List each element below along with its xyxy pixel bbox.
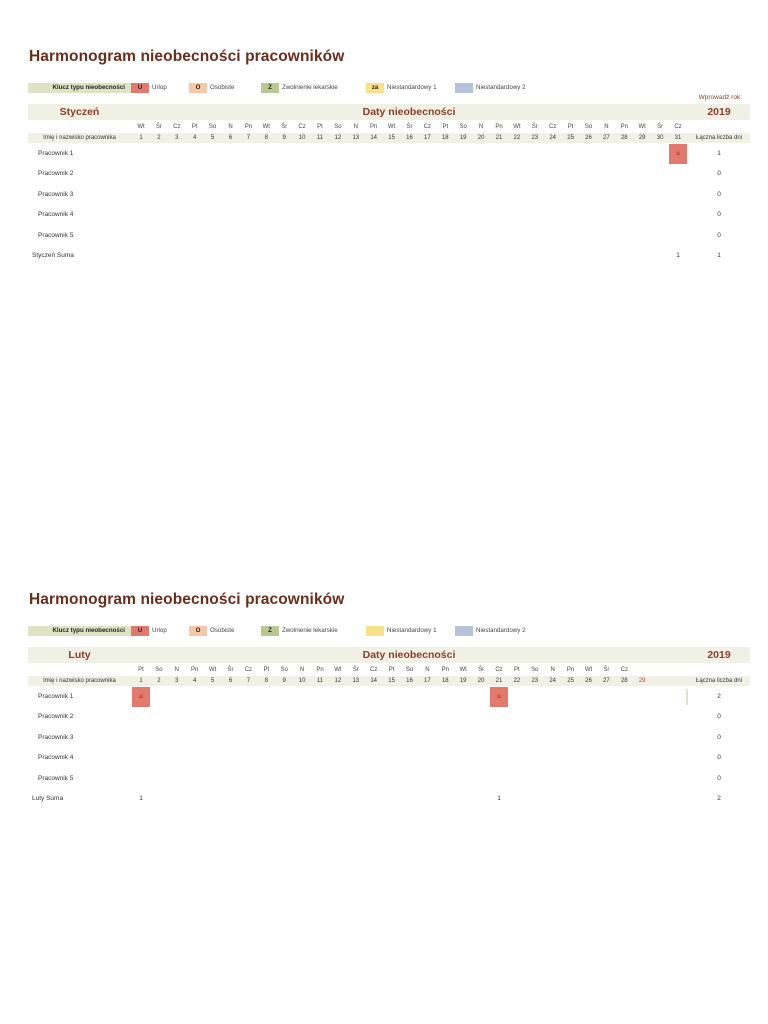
day-number: 17 [424,678,431,684]
weekday-label: N [174,667,179,673]
weekday-label: So [584,124,593,130]
day-number: 7 [246,678,251,684]
summary-label: Styczeń Suma [32,252,74,259]
weekday-label: N [353,124,358,130]
employee-name: Pracownik 5 [38,775,74,782]
weekday-label: Wt [334,667,342,673]
employee-total: 2 [717,693,721,700]
day-number: 26 [585,135,592,141]
legend-key-label: Klucz typu nieobecności [28,83,131,93]
day-number: 9 [282,135,286,141]
employee-name: Pracownik 1 [38,693,74,700]
day-number: 3 [175,678,179,684]
month-name: Luty [68,649,91,661]
legend-code-niestandardowy-2 [455,626,473,636]
weekday-label: Śr [657,124,664,130]
weekday-label: N [550,667,555,673]
page-title: Harmonogram nieobecności pracowników [29,48,345,65]
day-number: 29 [638,678,646,684]
summary-total: 1 [717,252,721,259]
weekday-label: Pt [567,124,574,130]
day-number: 14 [370,678,378,684]
summary-day-value: 1 [497,795,501,802]
legend-label-osobiste: Osobiste [207,626,261,636]
employee-name: Pracownik 2 [38,713,74,720]
page-title: Harmonogram nieobecności pracowników [29,591,345,608]
legend-code-osobiste: O [189,626,207,636]
absence-cell[interactable]: u [490,687,508,707]
column-header-row [28,676,750,686]
day-number: 11 [316,135,324,141]
day-number: 27 [603,678,610,684]
day-number: 27 [603,135,610,141]
weekday-label: Pt [514,667,520,673]
weekday-label: So [459,124,467,130]
day-number: 10 [298,678,306,684]
day-number: 28 [620,678,628,684]
employee-name: Pracownik 2 [38,170,74,177]
summary-day-value: 1 [139,795,143,802]
day-number: 16 [406,678,413,684]
day-number: 13 [352,678,360,684]
month-summary-row [28,794,750,804]
day-number: 19 [459,135,467,141]
day-number: 31 [674,135,682,141]
day-number: 6 [228,678,233,684]
weekday-label: Pn [316,667,324,673]
day-number: 16 [406,135,413,141]
legend-code-urlop: U [131,83,149,93]
day-number: 6 [228,135,233,141]
employee-total: 0 [717,754,721,761]
day-number: 24 [549,135,557,141]
year-input[interactable]: 2019 [707,649,731,661]
employee-name: Pracownik 4 [38,754,74,761]
legend-label-niestandardowy-1: Niestandardowy 1 [384,626,455,636]
employee-total: 0 [717,734,721,741]
day-number: 22 [513,135,521,141]
employee-name: Pracownik 4 [38,211,74,218]
day-number: 23 [531,678,539,684]
weekday-label: N [228,124,233,130]
weekday-label: So [155,667,163,673]
employee-total: 0 [717,211,721,218]
weekday-label: Pn [620,124,628,130]
weekday-label: Wt [137,124,145,130]
weekday-label: N [478,124,484,130]
legend-label-osobiste: Osobiste [207,83,261,93]
day-number: 28 [620,135,628,141]
day-number: 20 [477,135,485,141]
day-number: 2 [157,135,161,141]
employee-total: 0 [717,713,721,720]
weekday-label: So [405,667,414,673]
employee-row[interactable] [28,687,750,707]
legend-label-niestandardowy-1: Niestandardowy 1 [384,83,455,93]
legend-code-zwolnienie: Z [261,626,279,636]
weekday-label: Cz [674,124,682,130]
weekday-label: Pt [388,667,395,673]
legend-code-zwolnienie: Z [261,83,279,93]
day-number: 5 [210,678,215,684]
weekday-label: Wt [459,667,467,673]
weekday-label: Cz [620,667,628,673]
weekday-label: Śr [603,667,610,673]
employee-name: Pracownik 3 [38,191,74,198]
dates-title: Daty nieobecności [362,106,456,118]
employee-total: 0 [717,170,721,177]
weekday-label: Cz [370,667,378,673]
weekday-label: Pn [370,124,378,130]
weekday-label: Wt [208,667,217,673]
legend-label-urlop: Urlop [149,626,189,636]
day-number: 21 [495,678,503,684]
weekday-label: Wt [262,124,270,130]
absence-legend [28,626,562,636]
weekday-label: Cz [298,124,306,130]
legend-code-urlop: U [131,626,149,636]
weekday-label: Pt [263,667,270,673]
day-number: 19 [459,678,467,684]
weekday-label: Śr [478,667,485,673]
total-column-header: Łączna liczba dni [695,678,743,684]
day-number: 8 [264,135,268,141]
legend-code-niestandardowy-1 [366,626,384,636]
total-column-header: Łączna liczba dni [695,135,743,141]
employee-total: 0 [717,232,721,239]
day-number: 1 [139,135,143,141]
weekday-label: Pn [495,124,503,130]
year-prompt-label: Wprowadź rok: [698,94,742,101]
weekday-label: Śr [281,124,288,130]
legend-label-zwolnienie: Zwolnienie lekarskie [279,83,366,93]
weekday-label: Cz [173,124,181,130]
weekday-label: Wt [638,124,646,130]
name-column-header: Imię i nazwisko pracownika [43,135,116,141]
legend-key-label: Klucz typu nieobecności [28,626,131,636]
employee-total: 0 [717,191,721,198]
weekday-label: Pt [138,667,144,673]
employee-row[interactable] [28,728,750,748]
summary-label: Luty Suma [32,795,64,802]
absence-cell[interactable]: u [669,144,687,164]
weekday-label: Pt [442,124,449,130]
dates-title: Daty nieobecności [362,649,456,661]
day-number: 24 [549,678,557,684]
day-number: 10 [298,135,306,141]
weekday-label: Wt [513,124,521,130]
absence-cell[interactable]: u [132,687,150,707]
weekday-label: Pt [191,124,198,130]
legend-label-zwolnienie: Zwolnienie lekarskie [279,626,366,636]
weekday-label: Pn [441,667,449,673]
weekday-label: So [531,667,539,673]
legend-label-urlop: Urlop [149,83,189,93]
weekday-label: So [334,124,342,130]
day-number: 18 [441,678,449,684]
weekday-label: Pn [244,124,253,130]
weekday-label: Wt [387,124,396,130]
employee-total: 0 [717,775,721,782]
day-number: 26 [585,678,592,684]
weekday-label: So [208,124,217,130]
day-number: 29 [638,135,646,141]
day-number: 15 [388,678,395,684]
weekday-label: N [604,124,609,130]
employee-row[interactable] [28,769,750,789]
weekday-label: Cz [244,667,253,673]
day-number: 18 [441,135,449,141]
summary-total: 2 [717,795,721,802]
day-number: 12 [334,135,342,141]
name-column-header: Imię i nazwisko pracownika [43,678,116,684]
employee-total: 1 [717,150,721,157]
weekday-label: N [299,667,305,673]
weekday-label: Śr [155,124,162,130]
employee-row[interactable] [28,707,750,727]
day-number: 25 [567,135,574,141]
day-number: 21 [495,135,503,141]
legend-code-niestandardowy-1: za [366,83,384,93]
weekday-label: Pn [566,667,575,673]
weekday-label: Pt [317,124,323,130]
weekday-label: Śr [352,667,359,673]
legend-code-osobiste: O [189,83,207,93]
day-number: 11 [316,678,324,684]
day-number: 4 [193,678,197,684]
day-number: 13 [352,135,360,141]
year-input[interactable]: 2019 [707,106,731,118]
day-number: 15 [388,135,395,141]
employee-name: Pracownik 1 [38,150,74,157]
weekday-label: Śr [531,124,538,130]
weekday-label: Cz [549,124,557,130]
weekday-label: N [425,667,430,673]
employee-name: Pracownik 5 [38,232,74,239]
weekday-label: Wt [584,667,593,673]
day-number: 3 [175,135,179,141]
day-number: 12 [334,678,342,684]
legend-label-niestandardowy-2: Niestandardowy 2 [473,626,545,636]
weekday-label: Cz [495,667,503,673]
day-number: 2 [157,678,161,684]
day-number: 8 [264,678,268,684]
day-number: 20 [477,678,485,684]
weekday-label: Śr [227,667,234,673]
summary-day-value: 1 [676,252,680,259]
day-number: 25 [567,678,574,684]
day-number: 30 [656,135,664,141]
employee-row[interactable] [28,748,750,768]
weekday-label: Cz [423,124,432,130]
day-number: 9 [282,678,286,684]
weekday-label: Śr [406,124,413,130]
day-number: 5 [210,135,215,141]
weekday-label: So [280,667,288,673]
day-number: 22 [513,678,521,684]
employee-name: Pracownik 3 [38,734,74,741]
day-number: 4 [193,135,197,141]
day-number: 23 [531,135,539,141]
day-number: 1 [139,678,143,684]
day-number: 14 [370,135,378,141]
day-number: 7 [246,135,251,141]
legend-label-niestandardowy-2: Niestandardowy 2 [473,83,545,93]
month-name: Styczeń [59,106,100,118]
weekday-label: Pn [191,667,199,673]
day-number: 17 [424,135,431,141]
